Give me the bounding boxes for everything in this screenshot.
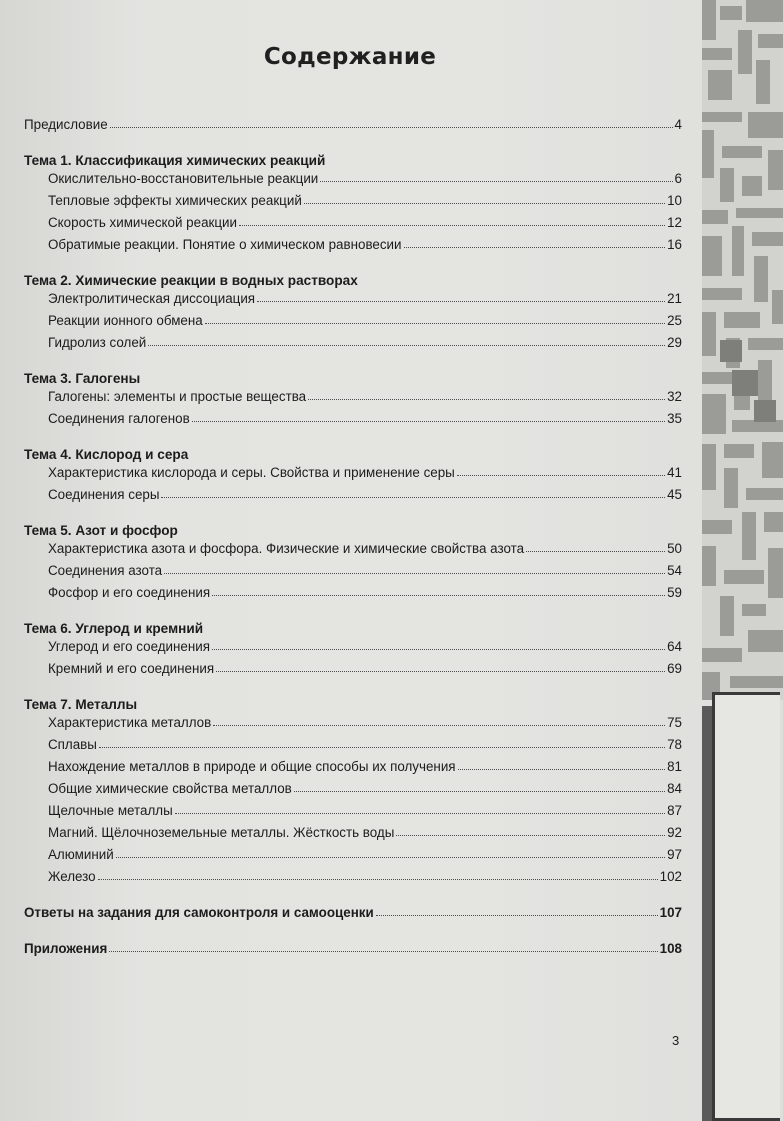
toc-entry [24,563,682,585]
toc-entry-page: 4 [674,117,682,132]
toc-entry-page: 64 [667,639,682,654]
toc-entry-page: 87 [667,803,682,818]
toc-entry-page: 45 [667,487,682,502]
toc-entry [24,193,682,215]
toc-entry [24,411,682,433]
toc-entry-page: 75 [667,715,682,730]
toc-entry-page: 12 [667,215,682,230]
toc-entry [24,803,682,825]
toc-entry [24,237,682,259]
toc-entry-label: Щелочные металлы [48,803,173,818]
toc-entry-label: Сплавы [48,737,97,752]
dot-leader [164,573,665,574]
toc-entry [24,715,682,737]
toc-entry-label: Магний. Щёлочноземельные металлы. Жёсткость воды [48,825,395,840]
page-number: 3 [672,1033,680,1048]
toc-entry [24,661,682,683]
toc-entry [24,465,682,487]
toc-entry-appendix [24,941,682,963]
dot-leader [212,595,665,596]
toc-entry-label: Фосфор и его соединения [48,585,211,600]
toc-entry [24,335,682,357]
toc-entry [24,171,682,193]
toc-entry-page: 69 [667,661,682,676]
toc-entry-page: 50 [667,541,682,556]
toc-entry-page: 35 [667,411,682,426]
dot-leader [458,769,666,770]
dot-leader [175,813,665,814]
dot-leader [216,671,665,672]
toc-entry-label: Галогены: элементы и простые вещества [48,389,307,404]
dot-leader [161,497,665,498]
toc-entry [24,639,682,661]
toc-entry-label: Обратимые реакции. Понятие о химическом равновесии [48,237,402,252]
section-heading: Тема 7. Металлы [24,697,138,712]
dot-leader [205,323,665,324]
dot-leader [404,247,666,248]
toc-entry-page: 32 [667,389,682,404]
dot-leader [457,475,665,476]
toc-entry-label: Электролитическая диссоциация [48,291,256,306]
toc-entry-page: 25 [667,313,682,328]
toc-entry-page: 59 [667,585,682,600]
toc-entry-page: 92 [667,825,682,840]
toc-entry [24,313,682,335]
dot-leader [99,747,665,748]
toc-entry [24,847,682,869]
section-heading: Тема 4. Кислород и сера [24,447,189,462]
toc-entry [24,487,682,509]
toc-section [24,444,682,509]
toc-entry-label: Нахождение металлов в природе и общие способы их получения [48,759,456,774]
toc-entry-page: 81 [667,759,682,774]
dot-leader [320,181,672,182]
dot-leader [116,857,665,858]
toc-entry [24,291,682,313]
toc-entry-page: 41 [667,465,682,480]
decorative-side-tab [712,692,780,1121]
toc-entry [24,389,682,411]
toc-entry-label: Характеристика азота и фосфора. Физические и химические свойства азота [48,541,525,556]
dot-leader [257,301,665,302]
table-of-contents [24,117,682,963]
toc-section [24,618,682,683]
toc-section [24,150,682,259]
toc-entry-page: 6 [674,171,682,186]
dot-leader [109,951,657,952]
dot-leader [110,127,673,128]
section-heading: Тема 2. Химические реакции в водных растворах [24,273,358,288]
toc-entry-page: 108 [659,941,682,956]
toc-entry-page: 97 [667,847,682,862]
toc-entry-label: Углерод и его соединения [48,639,211,654]
toc-entry-page: 78 [667,737,682,752]
section-heading: Тема 1. Классификация химических реакций [24,153,326,168]
toc-entry-label: Тепловые эффекты химических реакций [48,193,302,208]
toc-entry-label: Кремний и его соединения [48,661,215,676]
toc-entry-preface [24,117,682,139]
toc-entry-page: 84 [667,781,682,796]
toc-entry [24,781,682,803]
toc-entry-label: Железо [48,869,96,884]
dot-leader [376,915,658,916]
dot-leader [239,225,665,226]
toc-entry-page: 54 [667,563,682,578]
toc-section [24,270,682,357]
toc-entry-label: Общие химические свойства металлов [48,781,292,796]
toc-entry-label: Ответы на задания для самоконтроля и самооценки [24,905,374,920]
toc-entry-label: Предисловие [24,117,108,132]
dot-leader [294,791,665,792]
dot-leader [304,203,665,204]
toc-entry [24,825,682,847]
toc-entry-label: Характеристика кислорода и серы. Свойства и применение серы [48,465,455,480]
dot-leader [308,399,665,400]
toc-entry-label: Гидролиз солей [48,335,147,350]
dot-leader [526,551,665,552]
toc-entry-label: Реакции ионного обмена [48,313,203,328]
section-heading: Тема 6. Углерод и кремний [24,621,204,636]
toc-entry [24,759,682,781]
toc-entry-page: 10 [667,193,682,208]
dot-leader [98,879,658,880]
toc-entry-label: Характеристика металлов [48,715,212,730]
dot-leader [396,835,665,836]
section-heading: Тема 5. Азот и фосфор [24,523,178,538]
toc-entry-label: Окислительно-восстановительные реакции [48,171,319,186]
toc-section [24,694,682,891]
toc-section [24,520,682,607]
toc-entry [24,737,682,759]
section-heading: Тема 3. Галогены [24,371,141,386]
toc-entry-label: Алюминий [48,847,114,862]
toc-entry-page: 16 [667,237,682,252]
toc-entry [24,541,682,563]
toc-entry-label: Соединения азота [48,563,163,578]
toc-entry-page: 29 [667,335,682,350]
toc-entry [24,215,682,237]
toc-entry-page: 107 [659,905,682,920]
dot-leader [213,725,665,726]
toc-section [24,368,682,433]
dot-leader [192,421,665,422]
toc-entry-label: Приложения [24,941,108,956]
toc-entry-page: 102 [659,869,682,884]
toc-entry-answers [24,905,682,927]
page-title: Содержание [263,44,437,70]
toc-entry [24,869,682,891]
toc-entry [24,585,682,607]
toc-entry-page: 21 [667,291,682,306]
decorative-edge-bar [702,706,712,1121]
dot-leader [212,649,665,650]
dot-leader [148,345,665,346]
toc-entry-label: Скорость химической реакции [48,215,238,230]
toc-entry-label: Соединения галогенов [48,411,190,426]
toc-entry-label: Соединения серы [48,487,160,502]
